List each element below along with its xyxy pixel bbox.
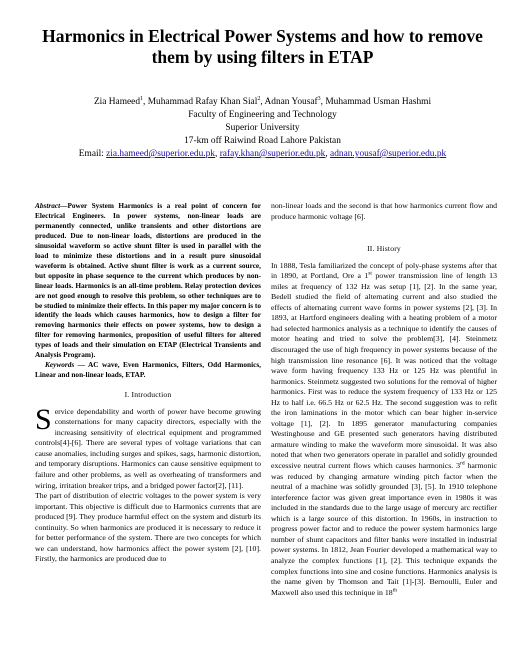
abstract [35,201,261,360]
author-university: Superior University [225,123,300,133]
author-address: 17-km off Raiwind Road Lahore Pakistan [184,136,341,146]
author-faculty: Faculty of Engineering and Technology [188,110,337,120]
section-heading-history: II. History [367,244,401,254]
keywords [35,360,261,380]
author-names: Zia Hameed$^1$, Muhammad Rafay Khan Sial$^2$, Adnan Yousaf$^3$, Muhammad Usman Hashmi [93,95,432,107]
email-link[interactable]: rafay.khan@superior.edu.pk [219,149,326,159]
abstract-label: Abstract— [35,201,68,210]
email-link[interactable]: zia.hameed@superior.edu.pk [106,149,215,159]
section-heading-introduction: I. Introduction [124,390,172,400]
email-label: Email: [78,149,104,159]
intro-paragraph: The part of distribution of electric voltages to the power system is very important. This objective is difficult due to Harmonics currents that are produced [9]. They produce harmful effect on the system and disturb its continuity. So when harmonics are produced it is necessary to reduce it for better performance of the system. There are two concepts for which we can understand, how harmonics affect the power system [2], [10]. Firstly, the harmonics are produced due to [35,491,261,564]
drop-cap: S [35,402,52,436]
intro-paragraph: Service dependability and worth of power have become growing consternations for many capacity directors, especially with the increasing sensitivity of electrical equipment and programmed controls[4]-[6]. There are several types of voltage variations that can cause anomalies, including surges and spikes, sags, harmonic distortion, and temporary disruptions. Harmonics can cause sensitive equipment to failure and other problems, as well as overheating of transformers and wiring, irritation breaker trips, and a bridged power factor[2], [11]. [35,402,261,490]
left-column [35,201,261,565]
abstract-text: Power System Harmonics is a real point of concern for Electrical Engineers. In power systems, non-linear loads are permanently connected, unlike transients and other distortions are produced. Due to non-linear loads, distortions are produced in the sinusoidal waveform so active shunt filter is used in parallel with the load to minimize these distortions and in a result pure sinusoidal waveform is obtained. Active shunt filter is work as a current source, but opposite in phase sequence to the current which produces by non-linear loads. Harmonics is an all-time problem. Relay protection devices are not good enough to resolve this problem, so other techniques are to be studied to minimize their effects. In this paper my major concern is to identify the loads which causes harmonics, how to design a filter for removing harmonics their effects on power systems, how to design a filter for removing harmonics, proposition of useful filters for altered types of loads and their simulation on ETAP (Electrical Transients and Analysis Program). [35,201,261,360]
author-name: Muhammad Usman Hashmi [325,97,432,107]
right-column [271,201,497,598]
author-emails: Email: zia.hameed@superior.edu.pk, rafay.khan@superior.edu.pk, adnan.yousaf@superior.edu.pk [78,149,447,159]
email-link[interactable]: adnan.yousaf@superior.edu.pk [330,149,447,159]
author-block [40,96,485,161]
author-name: Adnan Yousaf [264,97,318,107]
history-paragraph: In 1888, Tesla familiarized the concept of poly-phase systems after that in 1890, at Portland, Ore a 1st power transmission line of length 13 miles at frequency of 132 Hz was setup [1], [2]. In the same year, Bedell studied the field of alternating current and also studied the effects of alternating current wave forms in power systems [2], [3]. In 1893, at Hartford engineers dealing with a heating problem of a motor had selected harmonics analysis as a technique to identify the causes of motor heating and tried to solve the problem[3], [4]. Steinmetz discouraged the use of high frequency in power systems because of the high transmission line resonance [6]. It was noticed that the voltage wave form having frequency 133 Hz or 125 Hz was plentiful in harmonics. Steinmetz suggested two solutions for the removal of higher harmonics. First was to reduce the system frequency of 133 Hz or 125 Hz to half i.e. 66.5 Hz or 62.5 Hz. The second suggestion was to refit the iron laminations in the motor which can bear higher in-service voltage [1], [2]. In 1895 generator manufacturing companies Westinghouse and GE presented such generators having distributed armature winding to make the waveform more sinusoidal. It was also noted that when two generators operate in parallel and solidly grounded excessive neutral current flows which causes harmonics. 3rd harmonic was reduced by changing armature winding pitch factor when the neutral of a machine was solidly grounded [3], [5]. In 1910 telephone interference factor was given great importance even in 1980s it was included in the standards due to the large usage of mercury arc rectifier which is a large source of this distortion. In 1960s, in instruction to progress power factor and to reduce the power system harmonics large number of shunt capacitors and filter banks were installed in industrial power systems. In 1812, Jean Fourier developed a mathematical way to analyze the complex functions [1], [2]. This technique expands the complex functions into sine and cosine functions. Harmonics analysis is the name given by Thomson and Tait [1]-[3]. Bernoulli, Euler and Maxwell also used this technique in 18th [271,260,497,597]
author-name: Muhammad Rafay Khan Sial [147,97,258,107]
intro-paragraph-continued: non-linear loads and the second is that how harmonics current flow and produce harmonic voltage [6]. [271,201,497,221]
keywords-text: — AC wave, Even Harmonics, Filters, Odd Harmonics, Linear and non-linear loads, ETAP. [35,360,261,380]
paper-title: Harmonics in Electrical Power Systems and how to remove them by using filters in ETAP [42,26,483,67]
author-name: Zia Hameed [93,97,141,107]
keywords-label: Keywords [45,360,75,370]
